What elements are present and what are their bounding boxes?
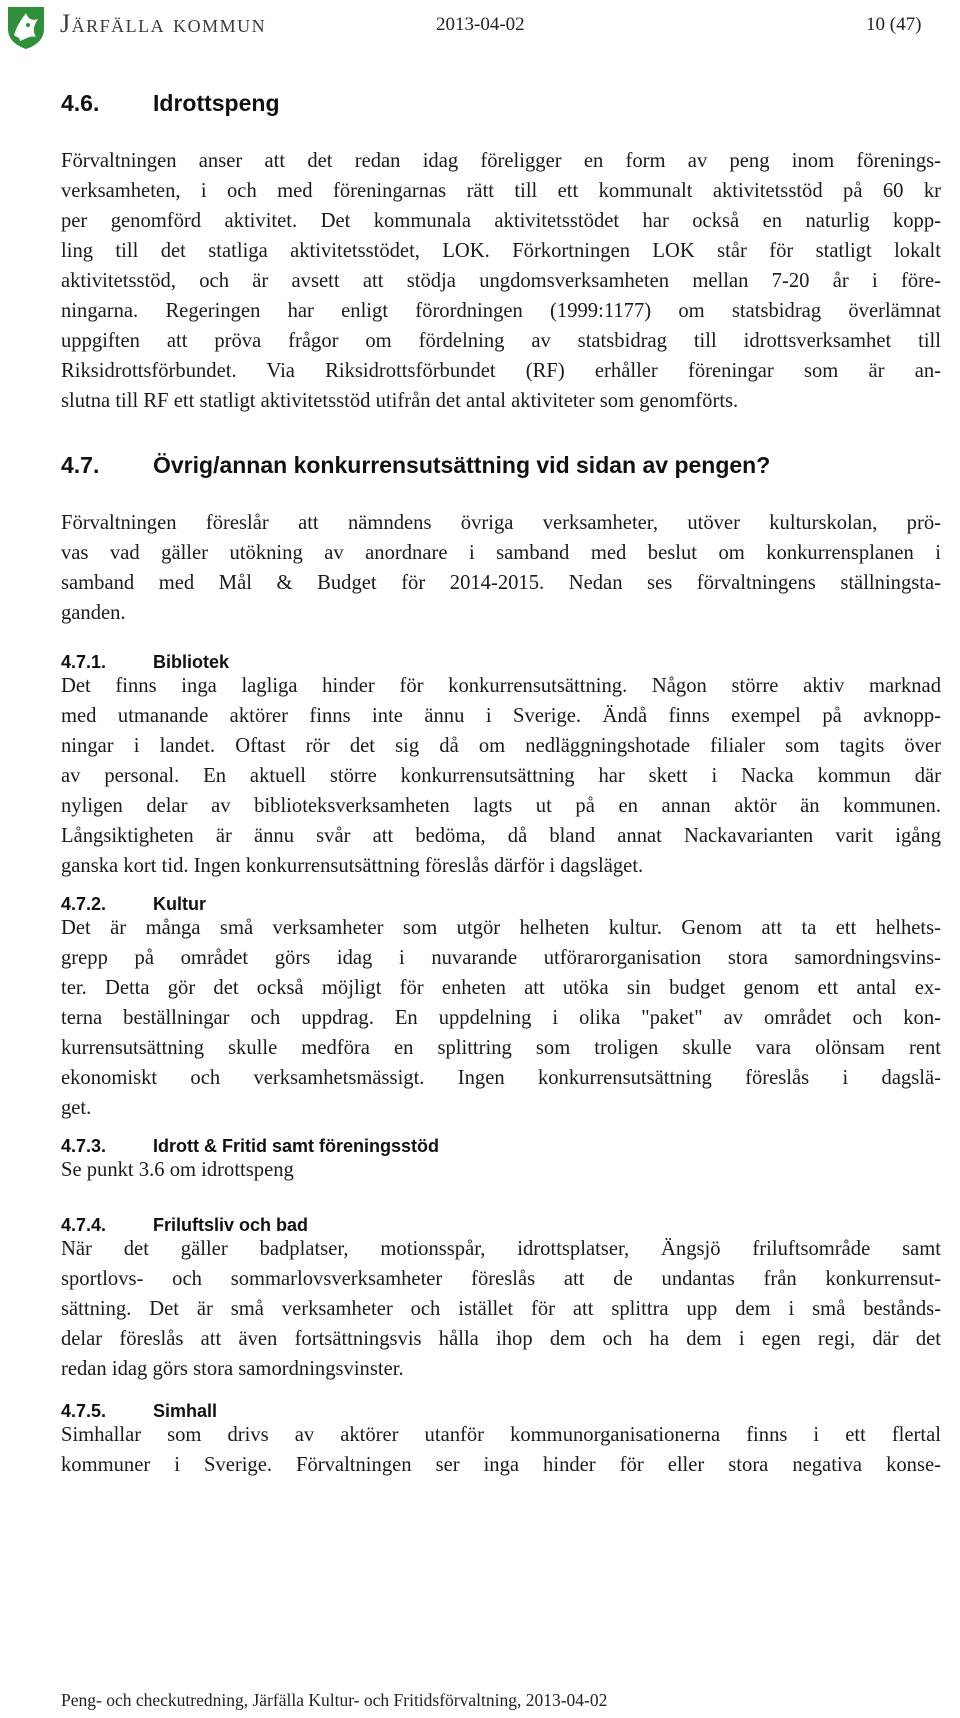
subsection-number: 4.7.3.: [61, 1136, 107, 1156]
text-line: ekonomiskt och verksamhetsmässigt. Ingen konkurrensutsättning föreslås i dagslä-: [61, 1067, 941, 1089]
text-line: av personal. En aktuell större konkurrensutsättning har skett i Nacka kommun där: [61, 765, 941, 787]
subsection-number: 4.7.5.: [61, 1401, 107, 1421]
text-line: verksamheten, i och med föreningarnas rätt till ett kommunalt aktivitetsstöd på 60 kr: [61, 180, 941, 202]
text-line: slutna till RF ett statligt aktivitetsstöd utifrån det antal aktiviteter som genomförts.: [61, 390, 739, 412]
text-line: uppgiften att pröva frågor om fördelning av statsbidrag till idrottsverksamhet till: [61, 330, 941, 352]
text-line: Förvaltningen föreslår att nämndens övriga verksamheter, utöver kulturskolan, prö-: [61, 512, 941, 534]
text-line: vas vad gäller utökning av anordnare i samband med beslut om konkurrensplanen i: [61, 542, 941, 564]
paragraph: [61, 913, 941, 1123]
text-line: grepp på området görs idag i nuvarande utförarorganisation stora samordningsvins-: [61, 947, 941, 969]
subsection-number: 4.7.4.: [61, 1215, 107, 1235]
subsection-title: Friluftsliv och bad: [153, 1215, 309, 1235]
text-line: När det gäller badplatser, motionsspår, idrottsplatser, Ängsjö friluftsområde samt: [61, 1238, 941, 1260]
text-line: Riksidrottsförbundet. Via Riksidrottsförbundet (RF) erhåller föreningar som är an-: [61, 360, 941, 382]
text-line: samband med Mål & Budget för 2014-2015. Nedan ses förvaltningens ställningsta-: [61, 572, 941, 594]
text-line: kurrensutsättning skulle medföra en splittring som troligen skulle vara olönsam rent: [61, 1037, 941, 1059]
page-footer: Peng- och checkutredning, Järfälla Kultur- och Fritidsförvaltning, 2013-04-02: [61, 1690, 608, 1710]
text-line: sportlovs- och sommarlovsverksamheter föreslås att de undantas från konkurrensut-: [61, 1268, 941, 1290]
text-line: kommuner i Sverige. Förvaltningen ser inga hinder för eller stora negativa konse-: [61, 1454, 941, 1476]
subsection-number: 4.7.2.: [61, 894, 107, 914]
subsection-number: 4.7.1.: [61, 652, 107, 672]
text-line: Simhallar som drivs av aktörer utanför kommunorganisationerna finns i ett flertal: [61, 1424, 941, 1446]
text-line: aktivitetsstöd, och är avsett att stödja ungdomsverksamheten mellan 7-20 år i före-: [61, 270, 941, 292]
section-title: Övrig/annan konkurrensutsättning vid sidan av pengen?: [153, 452, 771, 478]
text-line: Se punkt 3.6 om idrottspeng: [61, 1159, 294, 1181]
text-line: sättning. Det är små verksamheter och istället för att splittra upp dem i små bestånds-: [61, 1298, 941, 1320]
paragraph: [61, 1420, 941, 1480]
paragraph: [61, 671, 941, 881]
text-line: delar föreslås att även fortsättningsvis hålla ihop dem och ha dem i egen regi, där det: [61, 1328, 941, 1350]
subsection-title: Kultur: [153, 894, 206, 914]
text-line: ganska kort tid. Ingen konkurrensutsättning föreslås därför i dagsläget.: [61, 855, 644, 877]
text-line: nyligen delar av biblioteksverksamheten lagts ut på en annan aktör än kommunen.: [61, 795, 941, 817]
organization-name: Järfälla kommun: [60, 9, 267, 38]
document-date: 2013-04-02: [436, 14, 525, 35]
paragraph: [61, 1234, 941, 1384]
text-line: ningar i landet. Oftast rör det sig då om nedläggningshotade filialer som tagits över: [61, 735, 941, 757]
paragraph: [61, 146, 941, 416]
text-line: Det är många små verksamheter som utgör helheten kultur. Genom att ta ett helhets-: [61, 917, 941, 939]
section-number: 4.6.: [61, 90, 100, 116]
text-line: ningarna. Regeringen har enligt förordningen (1999:1177) om statsbidrag överlämnat: [61, 300, 941, 322]
paragraph: [61, 508, 941, 628]
subsection-title: Bibliotek: [153, 652, 230, 672]
text-line: Långsiktigheten är ännu svår att bedöma, då bland annat Nackavarianten varit igång: [61, 825, 941, 847]
section-title: Idrottspeng: [153, 90, 280, 116]
text-line: Det finns inga lagliga hinder för konkurrensutsättning. Någon större aktiv marknad: [61, 675, 941, 697]
text-line: med utmanande aktörer finns inte ännu i Sverige. Ändå finns exempel på avknopp-: [61, 705, 941, 727]
text-line: redan idag görs stora samordningsvinster.: [61, 1358, 404, 1380]
text-line: per genomförd aktivitet. Det kommunala aktivitetsstödet har också en naturlig kopp-: [61, 210, 941, 232]
text-line: terna beställningar och uppdrag. En uppdelning i olika "paket" av området och kon-: [61, 1007, 941, 1029]
text-line: get.: [61, 1097, 92, 1119]
section-number: 4.7.: [61, 452, 100, 478]
text-line: ter. Detta gör det också möjligt för enheten att utöka sin budget genom ett antal ex-: [61, 977, 941, 999]
page-number: 10 (47): [866, 14, 922, 35]
text-line: Förvaltningen anser att det redan idag föreligger en form av peng inom förenings-: [61, 150, 941, 172]
subsection-title: Simhall: [153, 1401, 218, 1421]
subsection-title: Idrott & Fritid samt föreningsstöd: [153, 1136, 439, 1156]
coat-of-arms-icon: [6, 5, 46, 50]
paragraph: [61, 1155, 941, 1185]
text-line: ganden.: [61, 602, 126, 624]
text-line: ling till det statliga aktivitetsstödet, LOK. Förkortningen LOK står för statligt lokalt: [61, 240, 941, 262]
